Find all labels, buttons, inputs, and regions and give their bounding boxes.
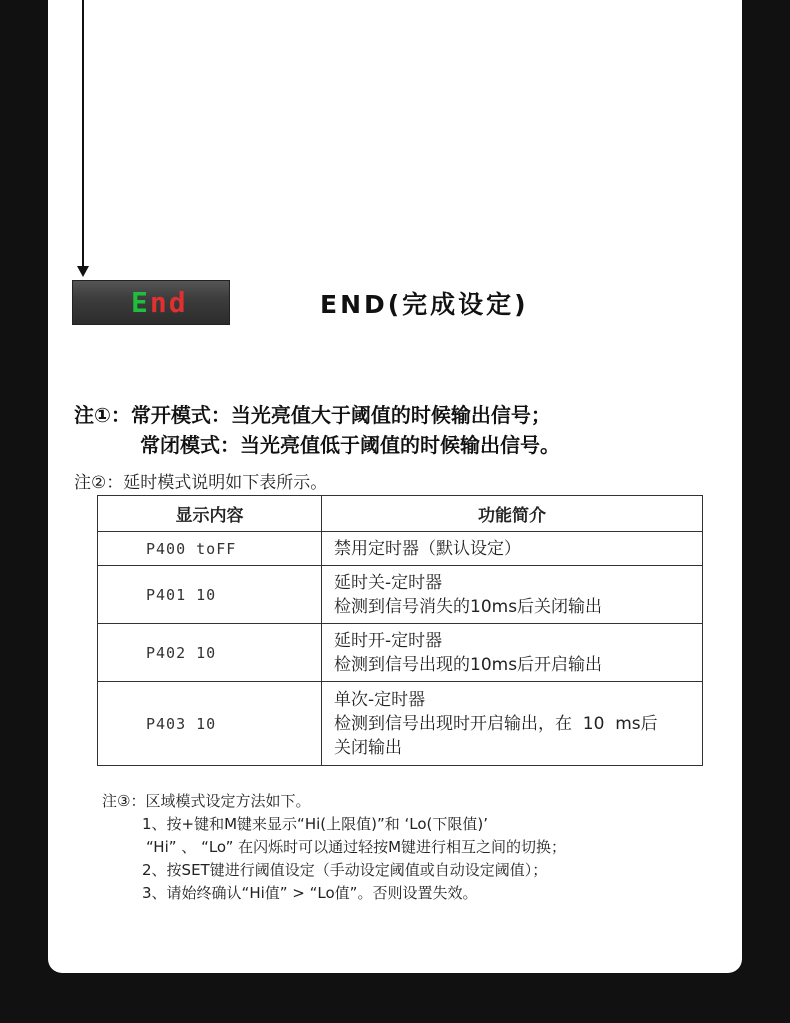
table-header-row [98, 496, 703, 532]
lcd-readout [131, 285, 188, 319]
header-function: 功能简介 [322, 496, 703, 532]
delay-mode-table [97, 495, 703, 766]
note3-item3: 3、请始终确认“Hi值” > “Lo值”。否则设置失效。 [142, 884, 478, 902]
desc-line: 关闭输出 [334, 737, 402, 758]
desc-line: 检测到信号消失的10ms后关闭输出 [334, 596, 603, 617]
desc-line: 禁用定时器（默认设定） [334, 538, 521, 559]
note3-title: 注③：区域模式设定方法如下。 [102, 792, 311, 810]
desc-line: 单次-定时器 [334, 689, 426, 710]
row-desc [322, 532, 703, 566]
row-desc [322, 566, 703, 624]
row-desc [322, 682, 703, 766]
desc-line: 延时开-定时器 [334, 630, 443, 651]
table-row [98, 624, 703, 682]
notes-panel [66, 392, 726, 922]
content-card [48, 0, 742, 973]
desc-line: 检测到信号出现时开启输出，在 10 ms后 [334, 713, 658, 734]
note2-title: 注②：延时模式说明如下表所示。 [74, 473, 328, 493]
row-desc [322, 624, 703, 682]
table-row [98, 682, 703, 766]
end-title: END(完成设定) [320, 290, 529, 319]
header-display-content: 显示内容 [98, 496, 322, 532]
lcd-red-text: nd [149, 285, 188, 319]
table-row [98, 532, 703, 566]
row-code: P403 10 [98, 682, 322, 766]
lcd-display [72, 280, 230, 325]
lcd-green-text: E [131, 285, 150, 319]
desc-line: 延时关-定时器 [334, 572, 443, 593]
desc-line: 检测到信号出现的10ms后开启输出 [334, 654, 603, 675]
note3-item1: 1、按+键和M键来显示“Hi(上限值)”和 ‘Lo(下限值)’ [142, 815, 489, 833]
note3 [102, 790, 566, 905]
flow-arrow-line [82, 0, 84, 268]
row-code: P401 10 [98, 566, 322, 624]
note1-line2: 常闭模式：当光亮值低于阈值的时候输出信号。 [140, 433, 560, 457]
note1-line1: 注①：常开模式：当光亮值大于阈值的时候输出信号； [74, 403, 551, 427]
row-code: P400 toFF [98, 532, 322, 566]
row-code: P402 10 [98, 624, 322, 682]
note1 [74, 400, 560, 460]
note3-item1b: “Hi” 、 “Lo” 在闪烁时可以通过轻按M键进行相互之间的切换； [146, 838, 567, 856]
note3-item2: 2、按SET键进行阈值设定（手动设定阈值或自动设定阈值）； [142, 861, 548, 879]
arrow-down-icon [77, 266, 89, 277]
table-row [98, 566, 703, 624]
